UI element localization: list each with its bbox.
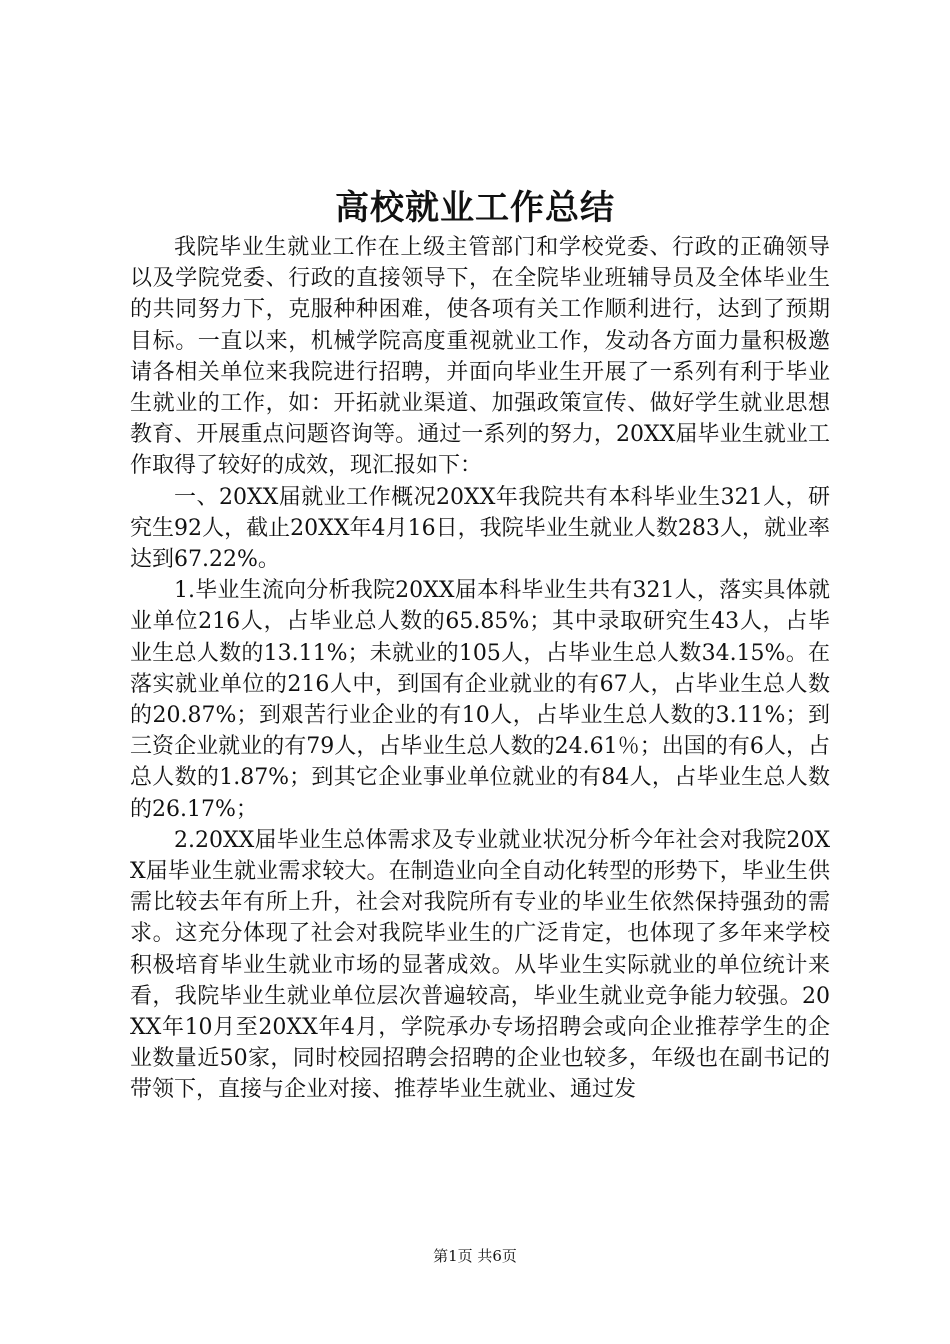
document-body	[130, 232, 830, 1106]
page-number-footer: 第1页 共6页	[433, 1247, 517, 1265]
paragraph-graduate-flow: 1.毕业生流向分析我院20XX届本科毕业生共有321人，落实具体就业单位216人，占毕业总人数的65.85%；其中录取研究生43人，占毕业生总人数的13.11%；未就业的105人，占毕业生总人数34.15%。在落实就业单位的216人中，到国有企业就业的有67人，占毕业生总人数的20.87%；到艰苦行业企业的有10人，占毕业生总人数的3.11%；到三资企业就业的有79人，占毕业生总人数的24.61％；出国的有6人，占总人数的1.87%；到其它企业事业单位就业的有84人，占毕业生总人数的26.17%；	[130, 578, 830, 822]
document-title: 高校就业工作总结	[335, 188, 615, 228]
paragraph-intro: 我院毕业生就业工作在上级主管部门和学校党委、行政的正确领导以及学院党委、行政的直接领导下，在全院毕业班辅导员及全体毕业生的共同努力下，克服种种困难，使各项有关工作顺利进行，达到了预期目标。一直以来，机械学院高度重视就业工作，发动各方面力量积极邀请各相关单位来我院进行招聘，并面向毕业生开展了一系列有利于毕业生就业的工作，如：开拓就业渠道、加强政策宣传、做好学生就业思想教育、开展重点问题咨询等。通过一系列的努力，20XX届毕业生就业工作取得了较好的成效，现汇报如下：	[130, 235, 830, 479]
paragraph-overview: 一、20XX届就业工作概况20XX年我院共有本科毕业生321人，研究生92人，截止20XX年4月16日，我院毕业生就业人数283人，就业率达到67.22%。	[130, 484, 830, 573]
paragraph-demand-analysis: 2.20XX届毕业生总体需求及专业就业状况分析今年社会对我院20XX届毕业生就业需求较大。在制造业向全自动化转型的形势下，毕业生供需比较去年有所上升，社会对我院所有专业的毕业生依然保持强劲的需求。这充分体现了社会对我院毕业生的广泛肯定，也体现了多年来学校积极培育毕业生就业市场的显著成效。从毕业生实际就业的单位统计来看，我院毕业生就业单位层次普遍较高，毕业生就业竞争能力较强。20XX年10月至20XX年4月，学院承办专场招聘会或向企业推荐学生的企业数量近50家，同时校园招聘会招聘的企业也较多，年级也在副书记的带领下，直接与企业对接、推荐毕业生就业、通过发	[130, 827, 830, 1103]
